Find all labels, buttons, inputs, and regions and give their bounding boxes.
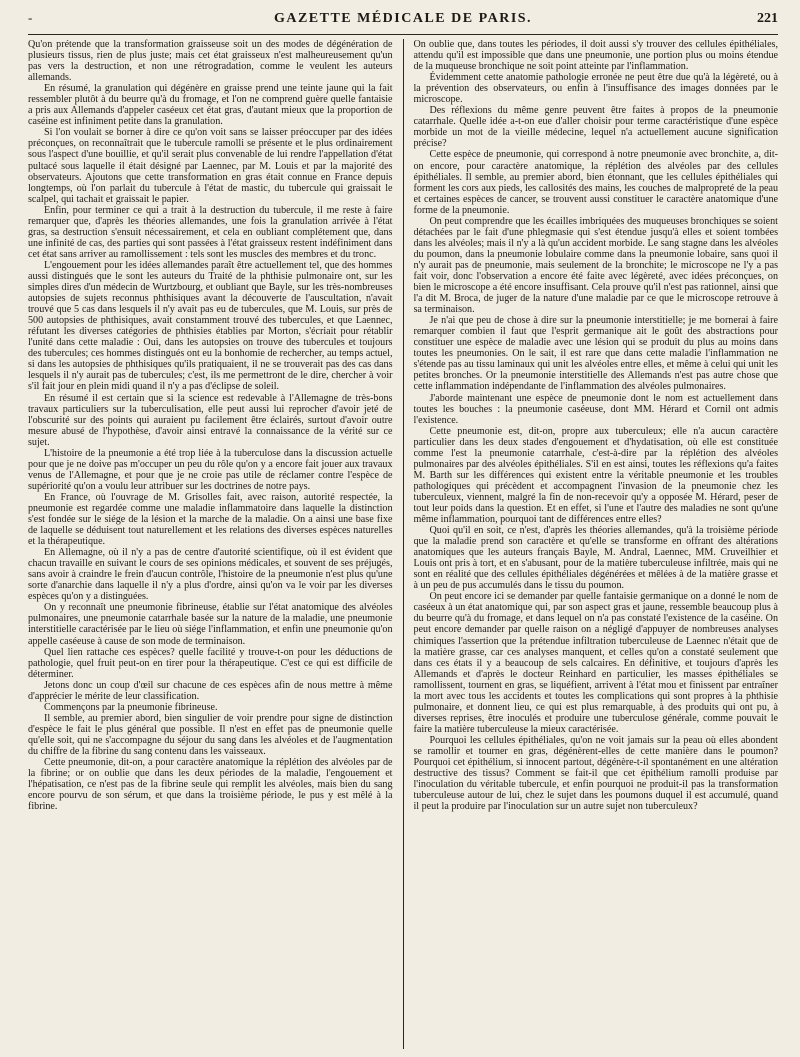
paragraph: Évidemment cette anatomie pathologie erronée ne peut être due qu'à la légèreté, ou à la prévention des observateurs, ou enfin à l'insuffisance des images données par le microscope. [413,72,778,106]
left-column [28,39,393,1049]
paragraph: Jetons donc un coup d'œil sur chacune de ces espèces afin de nous mettre à même d'apprécier le mérite de leur classification. [28,679,393,702]
paragraph: Si l'on voulait se borner à dire ce qu'on voit sans se laisser préoccuper par des idées préconçues, on reconnaîtrait que le tubercule ramolli se présente et le plus ordinairement sous l'aspect d'une bouillie, et qu'il serait plus convenable de lui rendre l'appellation d'état pultacé sous laquelle il était désigné par Laennec, par M. Louis et par la majorité des observateurs. Ajoutons que cette transformation en gras était connue en France depuis longtemps, où l'on parlait du tubercule à l'état de mastic, du tubercule qui graissait le scalpel, qui tachait et graissait le papier. [28,127,393,205]
header-left-mark: - [28,10,33,25]
page-number: 221 [757,11,778,26]
column-divider [403,39,404,1049]
paragraph: Commençons par la pneumonie fibrineuse. [44,701,218,713]
paragraph: En résumé il est certain que si la science est redevable à l'Allemagne de très-bons travaux particuliers sur la tuberculisation, elle peut aussi lui reprocher d'avoir jeté de l'obscurité sur des points qui auraient pu facilement être éclairés, surtout d'avoir outre mesure abusé de l'hypothèse, d'avoir ainsi entravé la connaissance de la vérité sur ce sujet. [28,392,393,448]
paragraph: En Allemagne, où il n'y a pas de centre d'autorité scientifique, où il est évident que chacun travaille en suivant le cours de ses opinions médicales, et souvent de ses préjugés, sans avoir à craindre le frein d'aucun contrôle, l'histoire de la pneumonie n'est plus qu'une sorte d'anarchie dans laquelle il n'y a plus d'ordre, ainsi qu'on va le voir par les diverses espèces qu'on y a distinguées. [28,547,393,603]
paragraph: On peut encore ici se demander par quelle fantaisie germanique on a donné le nom de caséeux à un état anatomique qui, par son aspect gras et jaune, ressemble beaucoup plus à du beurre qu'à du fromage, et dans lequel on n'a pas constaté l'existence de la caséine. On peut encore demander par quelle raison on a négligé d'appuyer de nombreuses analyses chimiques l'assertion que la prétendue infiltration tuberculeuse de Laennec n'était que de la matière grasse, car ces analyses manquent, et celles qu'on a constaté seulement que dans ces états il y a beaucoup de sels calcaires. En définitive, et toujours d'après les Allemands et d'après le docteur Reinhard en particulier, les masses épithéliales se ramollissent, tournent en gras, se liquéfient, arrivent à l'état mou et finissent par entraîner la mort avec tous les accidents et toutes les complications qui sont propres à la phthisie pulmonaire, et donnent lieu, ce qui est plus remarquable, à des produits qui ont pu, à diverses reprises, être inoculés et produire une tuberculose générale, comme pouvait le faire la matière tuberculeuse la mieux caractérisée. [413,591,778,735]
paragraph: L'histoire de la pneumonie a été trop liée à la tuberculose dans la discussion actuelle pour que je ne doive pas m'occuper un peu du rôle qu'on y a encore fait jouer aux travaux venus de l'Allemagne, et pour que je ne croie pas utile de réclamer contre l'espèce de supériorité qu'on a voulu leur attribuer sur les doctrines de notre pays. [28,447,393,492]
paragraph: On oublie que, dans toutes les périodes, il doit aussi s'y trouver des cellules épithéliales, attendu qu'il est impossible que dans une pneumonie, une portion plus ou moins étendue de la muqueuse bronchique ne soit point atteinte par l'inflammation. [413,39,778,73]
paragraph: Enfin, pour terminer ce qui a trait à la destruction du tubercule, il me reste à faire remarquer que, d'après les théories allemandes, une fois la granulation arrivée à l'état gras, sa destruction s'ensuit nécessairement, et cela en oubliant complétement que, dans une infinité de cas, des parties qui sont passées à l'état graisseux restent indéfiniment dans cet état sans arriver au ramollissement : tels sont les muscles des membres et du tronc. [28,204,393,260]
paragraph: Quel lien rattache ces espèces? quelle facilité y trouve-t-on pour les déductions de pathologie, quel fruit peut-on en tirer pour la thérapeutique. C'est ce qui est difficile de déterminer. [28,646,393,680]
paragraph: Il semble, au premier abord, bien singulier de voir prendre pour signe de distinction d'espèce le fait le plus général que possible. Il n'est en effet pas de pneumonie quelle qu'elle soit, qui ne s'accompagne du séjour du sang dans les alvéoles et de l'augmentation du chiffre de la fibrine du sang contenu dans les vaisseaux. [28,712,393,757]
paragraph: On y reconnaît une pneumonie fibrineuse, établie sur l'état anatomique des alvéoles pulmonaires, une pneumonie catarrhale basée sur la nature de la maladie, une pneumonie interstitielle caractérisée par le lieu où siége l'inflammation, et enfin une pneumonie qu'on appelle caséeuse à cause de son mode de terminaison. [28,602,393,647]
header-rule [28,34,778,35]
text-columns [28,39,778,1049]
paragraph: Cette pneumonie, dit-on, a pour caractère anatomique la réplétion des alvéoles par de la fibrine; or on oublie que dans les deux périodes de la maladie, l'engouement et l'hépatisation, ce n'est pas de la fibrine seule qui remplit les alvéoles, mais bien du sang encore pourvu de son sérum, et que dans la troisième période, le pus y est mêlé à la fibrine. [28,757,393,813]
paragraph: Qu'on prétende que la transformation graisseuse soit un des modes de dégénération de plusieurs tissus, rien de plus juste; mais cet état graisseux n'est malheureusement qu'un pas vers la destruction, et non une rétrogradation, comme le veulent les auteurs allemands. [28,39,393,84]
paragraph: En France, où l'ouvrage de M. Grisolles fait, avec raison, autorité respectée, la pneumonie est regardée comme une maladie inflammatoire dans laquelle la distinction s'est fondée sur le siége de la lésion et la marche de la maladie. On a ainsi une base fixe de laquelle se déduisent tout naturellement et les relations des diverses espèces naturelles et la thérapeutique. [28,491,393,548]
paragraph: Cette pneumonie est, dit-on, propre aux tuberculeux; elle n'a aucun caractère particulier dans les deux stades d'engouement et d'hydatisation, où elle est constituée comme l'est la pneumonie catarrhale, c'est-à-dire par la réplétion des alvéoles pulmonaires par des alvéoles épithéliales. S'il en est ainsi, toutes les réflexions qu'a faites M. Barth sur les différences qui existent entre la véritable pneumonie et les troubles pathologiques qui précèdent et accompagnent l'invasion de la pneumonie chez les tuberculeux, viennent, malgré la fin de non-recevoir qu'y a opposée M. Hérard, peser de tout leur poids dans la question. Et en effet, si l'une et l'autre des maladies ne sont qu'une même inflammation, pourquoi tant de différences entre elles? [413,425,778,526]
paragraph: Je n'ai que peu de chose à dire sur la pneumonie interstitielle; je me bornerai à faire remarquer combien il faut que l'esprit germanique ait le goût des abstractions pour constituer une espèce de maladie avec une lésion qui se produit du plus au moins dans toutes les pneumonies. On le sait, il est rare que dans cette maladie l'inflammation ne s'étende pas au tissu laminaux qui unit les alvéoles entre elles, et même à celui qui unit les petites bronches. Or la pneumonie interstitielle des Allemands n'est pas autre chose que cette inflammation indépendante de l'inflammation des alvéoles pulmonaires. [413,315,778,393]
journal-title: GAZETTE MÉDICALE DE PARIS. [273,11,533,26]
paragraph: Cette espèce de pneumonie, qui correspond à notre pneumonie avec bronchite, a, dit-on encore, pour caractère anatomique, la réplétion des alvéoles par des cellules épithéliales. Il semble, au premier abord, bien étonnant, que les cellules épithéliales qui forment les cors aux pieds, les callosités des mains, les couches de malpropreté de la peau et certaines espèces de cancer, se trouvent aussi constituer le caractère anatomique d'une forme de la pneumonie. [413,149,778,216]
paragraph: On peut comprendre que les écailles imbriquées des muqueuses bronchiques se soient détachées par le fait d'une phlegmasie qui s'est étendue jusqu'à elles et soient tombées dans les alvéoles; mais il n'y a là qu'un accident morbide. Le sang stagne dans les alvéoles du poumon, dans la pneumonie lobulaire comme dans la pneumonie lobaire, sans quoi il n'y aurait pas de pneumonie, mais seulement de la bronchite; le microscope ne l'y a pas fait voir, donc l'observation a encore été faite avec légèreté, avec idées préconçues, on bien le microscope a été encore insuffisant. Cela prouve qu'il n'est pas rationnel, ainsi que l'a dit M. Broca, de juger de la nature d'une maladie par ce que le microscope retrouve à sa terminaison. [413,215,778,316]
paragraph: Des réflexions du même genre peuvent être faites à propos de la pneumonie catarrhale. Quelle idée a-t-on eue d'aller choisir pour terme caractéristique d'une espèce morbide un mot de la vieille médecine, lequel n'a actuellement aucune signification précise? [413,105,778,150]
paragraph: Pourquoi les cellules épithéliales, qu'on ne voit jamais sur la peau où elles abondent se ramollir et tourner en gras, dégénèrent-elles de cette manière dans le poumon? Pourquoi cet épithélium, si innocent partout, dégénère-t-il spontanément en une altération destructive des tissus? Comment se fait-il que cet épithélium ramolli produise par l'inoculation du véritable tubercule, et enfin pourquoi ne produit-il pas la transformation tuberculeuse autour de lui, chez le sujet dans les poumons duquel il est accumulé, quand il peut la produire par l'inoculation sur un autre sujet non tuberculeux? [413,734,778,813]
right-column [414,39,779,1049]
paragraph: J'aborde maintenant une espèce de pneumonie dont le nom est actuellement dans toutes les bouches : la pneumonie caséeuse, dont MM. Hérard et Cornil ont admis l'existence. [413,392,778,426]
page-header [28,10,778,32]
paragraph: En résumé, la granulation qui dégénère en graisse prend une teinte jaune qui la fait ressembler plutôt à du beurre qu'à du fromage, et l'on ne comprend guère quelle fantaisie a pris aux Allemands d'appeler caséeux cet état gras, d'autant mieux que la proportion de caséine est infiniment petite dans la granulation. [28,83,393,128]
paragraph: Quoi qu'il en soit, ce n'est, d'après les théories allemandes, qu'à la troisième période que la maladie prend son caractère et qu'elle se transforme en offrant des altérations anatomiques que les auteurs français Bayle, M. Andral, Laennec, MM. Cruveilhier et Louis ont pris à tort, et en s'abusant, pour de la matière tuberculeuse infiltrée, mais qui ne sont en réalité que des cellules épithéliales dégénérées et mêlées à de la matière grasse et à un peu de pus accumulés dans le tissu du poumon. [413,525,778,592]
paragraph: L'engouement pour les idées allemandes paraît être actuellement tel, que des hommes aussi distingués que le sont les auteurs du Traité de la phthisie pulmonaire ont, sur les simples dires d'un médecin de Wurtzbourg, et oubliant que Bayle, sur les très-nombreuses autopsies de sujets reconnus phthisiques avant la découverte de l'auscultation, n'avait trouvé que 5 cas dans lesquels il n'y avait pas eu de tubercules, que M. Louis, sur près de 500 autopsies de phthisiques, avait constamment trouvé des tubercules, et que Laennec, réfutant les diverses catégories de phthisies établies par Morton, s'écriait pour rétablir l'unité dans cette maladie : Oui, dans les autopsies on trouve des tubercules et toujours des tubercules; ces hommes distingués ont eu la bonhomie de rechercher, au temps actuel, si dans les autopsies de phthisiques qu'ils pratiquaient, il ne se trouverait pas des cas dans lesquels il n'y aurait pas de tubercules; c'est, ils me permettront de le dire, chercher à voir s'il fait jour en plein midi quand il n'y a pas d'éclipse de soleil. [28,259,393,393]
